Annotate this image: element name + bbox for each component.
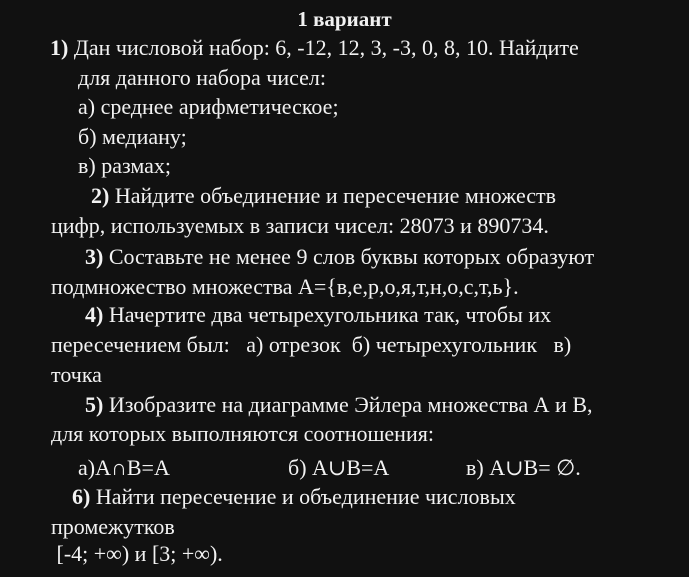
task-3-line-2: подмножество множества А={в,е,р,о,я,т,н,о,с,т,ь}. [51, 274, 519, 299]
task-2-line-2: цифр, используемых в записи чисел: 28073 и 890734. [51, 213, 549, 238]
task-6-line-3: [-4; +∞) и [3; +∞). [51, 541, 223, 566]
task-5-text: Изобразите на диаграмме Эйлера множества А и В, [103, 392, 593, 417]
task-6-number: 6) [72, 484, 91, 509]
task-1-line-2: для данного набора чисел: [78, 65, 326, 90]
task-1-number: 1) [50, 35, 69, 60]
task-2-line-1 [91, 181, 556, 211]
task-1-item-c: в) размах; [78, 153, 172, 178]
task-2-text: Найдите объединение и пересечение множеств [109, 183, 557, 208]
task-4-line-2: пересечением был: а) отрезок б) четырехугольник в) [51, 332, 572, 357]
task-6-line-1 [72, 482, 516, 512]
task-2-number: 2) [91, 183, 110, 208]
task-1-line-1 [50, 33, 579, 63]
task-5-number: 5) [85, 392, 104, 417]
task-4-text: Начертите два четырехугольника так, чтобы их [103, 302, 552, 327]
task-5-line-2: для которых выполняются соотношения: [51, 421, 434, 446]
task-5-item-a: а)А∩В=А [78, 455, 170, 480]
task-4-number: 4) [85, 302, 104, 327]
task-5-item-b: б) А∪В=А [288, 455, 390, 480]
task-5-line-1 [85, 390, 593, 420]
task-3-text: Составьте не менее 9 слов буквы которых образуют [103, 244, 595, 269]
task-5-item-c: в) А∪В= ∅. [466, 455, 581, 480]
task-6-text: Найти пересечение и объединение числовых [90, 484, 516, 509]
task-1-item-a: а) среднее арифметическое; [78, 94, 339, 119]
task-1-item-b: б) медиану; [78, 124, 187, 149]
page-title: 1 вариант [297, 7, 392, 31]
task-4-line-3: точка [51, 362, 102, 387]
task-6-line-2: промежутков [51, 514, 175, 539]
task-4-line-1 [85, 300, 551, 330]
task-1-text: Дан числовой набор: 6, -12, 12, 3, -3, 0, 8, 10. Найдите [68, 35, 579, 60]
task-3-line-1 [85, 242, 594, 272]
task-3-number: 3) [85, 244, 104, 269]
